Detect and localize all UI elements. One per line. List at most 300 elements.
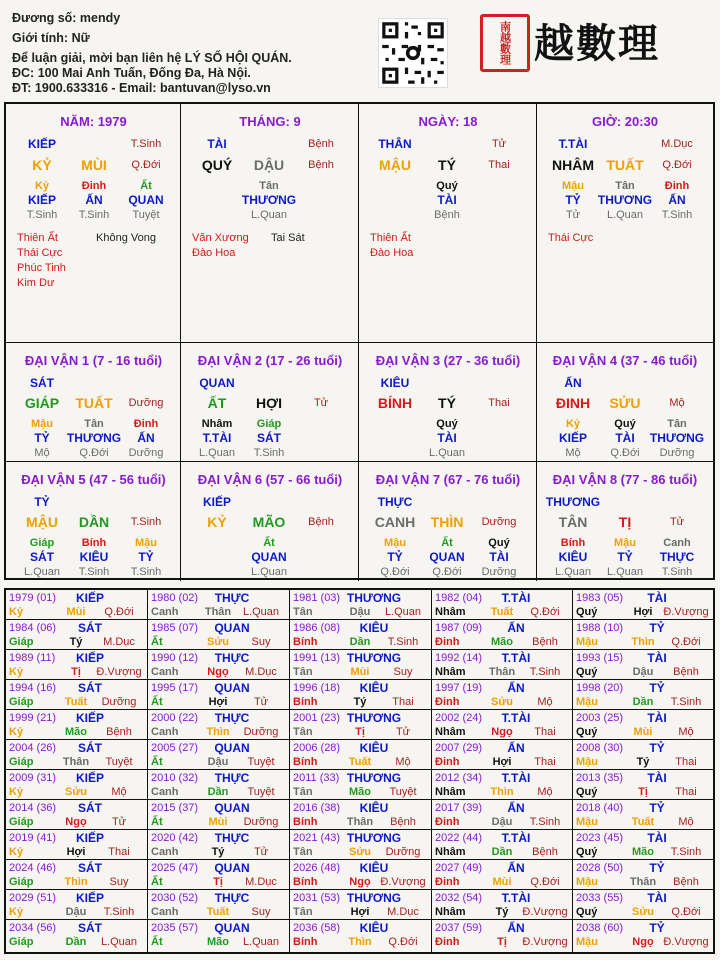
year-cell bbox=[6, 620, 148, 650]
seal-stamp: 南越數理 bbox=[480, 14, 530, 72]
year-cell bbox=[6, 680, 148, 710]
year-god: TỶ bbox=[649, 801, 665, 815]
pillar-stage: Bệnh bbox=[308, 138, 334, 150]
dai-van-stage: Mộ bbox=[669, 397, 685, 409]
dai-van-can: CANH bbox=[374, 514, 416, 530]
year-label: 1979 (01) bbox=[9, 592, 57, 604]
dai-van-title: ĐẠI VẬN 8 (77 - 86 tuổi) bbox=[552, 472, 698, 487]
pillar-star: Kim Dư bbox=[17, 277, 55, 289]
year-god: TÀI bbox=[647, 831, 667, 845]
year-can: Ất bbox=[151, 936, 163, 948]
year-label: 1996 (18) bbox=[293, 682, 341, 694]
header-line-address: ĐC: 100 Mai Anh Tuấn, Đống Đa, Hà Nội. bbox=[12, 66, 251, 80]
year-stage: Đ.Vượng bbox=[663, 936, 709, 948]
year-god: ẤN bbox=[507, 921, 525, 935]
hidden-stage: T.Sinh bbox=[661, 566, 693, 578]
pillar-star: Đào Hoa bbox=[192, 247, 236, 259]
hidden-god: ẤN bbox=[85, 193, 103, 207]
dai-van-cell bbox=[6, 343, 181, 462]
hidden-stem: Đinh bbox=[81, 180, 107, 192]
year-chi: Tuất bbox=[490, 606, 514, 618]
year-can: Canh bbox=[151, 726, 179, 738]
year-stage: Đ.Vượng bbox=[522, 936, 568, 948]
year-can: Quý bbox=[576, 846, 598, 858]
year-can: Quý bbox=[576, 726, 598, 738]
hidden-stem: Quý bbox=[614, 418, 636, 430]
year-label: 2007 (29) bbox=[435, 742, 483, 754]
dai-van-title: ĐẠI VẬN 5 (47 - 56 tuổi) bbox=[21, 472, 166, 487]
year-god: ẤN bbox=[507, 861, 525, 875]
year-chi: Thân bbox=[62, 756, 90, 768]
year-chi: Tuất bbox=[206, 906, 230, 918]
year-cell bbox=[573, 890, 713, 920]
year-can: Tân bbox=[293, 606, 313, 618]
pillar-star: Thái Cực bbox=[17, 247, 63, 259]
year-can: Đinh bbox=[435, 696, 460, 708]
year-god: KIẾP bbox=[75, 831, 105, 845]
year-stage: Đ.Vượng bbox=[663, 606, 709, 618]
year-cell bbox=[432, 770, 573, 800]
year-stage: Tuyệt bbox=[247, 786, 275, 798]
hidden-god: TÀI bbox=[489, 550, 509, 564]
year-stage: Đ.Vượng bbox=[522, 906, 568, 918]
year-god: TÀI bbox=[647, 651, 667, 665]
hidden-stem: Giáp bbox=[29, 537, 55, 549]
year-stage: M.Dục bbox=[103, 636, 135, 648]
year-label: 2010 (32) bbox=[151, 772, 199, 784]
year-chi: Ngọ bbox=[632, 936, 654, 948]
year-stage: Bệnh bbox=[673, 876, 699, 888]
year-stage: Mộ bbox=[111, 786, 127, 798]
year-cell bbox=[148, 650, 290, 680]
year-can: Ất bbox=[151, 636, 163, 648]
year-chi: Mùi bbox=[66, 606, 86, 618]
year-can: Giáp bbox=[9, 636, 34, 648]
year-stage: Q.Đới bbox=[530, 606, 560, 618]
year-stage: L.Quan bbox=[100, 936, 138, 948]
pillar-title: GIỜ: 20:30 bbox=[591, 114, 659, 129]
dai-van-stage: Bệnh bbox=[308, 516, 334, 528]
year-can: Mậu bbox=[576, 936, 598, 948]
dai-van-stage: Dưỡng bbox=[128, 397, 164, 409]
annual-years-grid bbox=[4, 588, 715, 954]
hidden-stage: Tử bbox=[565, 209, 581, 221]
hidden-stem: Đinh bbox=[133, 418, 159, 430]
year-cell bbox=[148, 770, 290, 800]
hidden-god: ẤN bbox=[668, 193, 686, 207]
hidden-stage: Q.Đới bbox=[79, 447, 109, 459]
year-chi: Tuất bbox=[348, 756, 372, 768]
year-chi: Hợi bbox=[350, 906, 370, 918]
hidden-stage: L.Quan bbox=[428, 447, 466, 459]
year-cell bbox=[573, 770, 713, 800]
hidden-stem: Tân bbox=[615, 180, 635, 192]
year-label: 2016 (38) bbox=[293, 802, 341, 814]
year-label: 2037 (59) bbox=[435, 922, 483, 934]
hidden-stage: L.Quan bbox=[606, 209, 644, 221]
year-cell bbox=[148, 620, 290, 650]
year-god: TỶ bbox=[649, 681, 665, 695]
hidden-stem: Quý bbox=[436, 180, 458, 192]
year-god: QUAN bbox=[214, 921, 250, 935]
year-cell bbox=[290, 740, 432, 770]
pillar-stage-2: Bệnh bbox=[308, 159, 334, 171]
year-chi: Dậu bbox=[491, 816, 513, 828]
year-cell bbox=[6, 800, 148, 830]
year-chi: Mão bbox=[349, 786, 371, 798]
year-stage: L.Quan bbox=[242, 936, 280, 948]
year-cell bbox=[432, 890, 573, 920]
year-stage: Suy bbox=[393, 666, 413, 678]
pillar-chi: TUẤT bbox=[606, 157, 644, 173]
year-label: 2033 (55) bbox=[576, 892, 624, 904]
year-stage: L.Quan bbox=[384, 606, 422, 618]
year-chi: Ngọ bbox=[207, 666, 229, 678]
dai-van-cell bbox=[359, 343, 537, 462]
year-label: 1990 (12) bbox=[151, 652, 199, 664]
year-stage: Dưỡng bbox=[101, 696, 137, 708]
dai-van-god: ẤN bbox=[564, 376, 582, 390]
pillar-cell bbox=[181, 104, 359, 343]
year-stage: L.Quan bbox=[242, 606, 280, 618]
year-can: Đinh bbox=[435, 816, 460, 828]
year-can: Bính bbox=[293, 816, 318, 828]
year-cell bbox=[6, 710, 148, 740]
year-cell bbox=[148, 920, 290, 952]
year-stage: Thai bbox=[392, 696, 414, 708]
pillar-star: Thiên Ất bbox=[17, 232, 58, 244]
year-chi: Dậu bbox=[65, 906, 87, 918]
hidden-stem: Giáp bbox=[256, 418, 282, 430]
dai-van-title: ĐẠI VẬN 6 (57 - 66 tuổi) bbox=[197, 472, 343, 487]
year-chi: Tý bbox=[69, 636, 83, 648]
hidden-stem: Bính bbox=[560, 537, 586, 549]
year-stage: Bệnh bbox=[532, 846, 558, 858]
year-chi: Thìn bbox=[490, 786, 514, 798]
year-chi: Sửu bbox=[490, 696, 514, 708]
pillar-star: Đào Hoa bbox=[370, 247, 414, 259]
year-label: 1993 (15) bbox=[576, 652, 624, 664]
hidden-stem: Tân bbox=[84, 418, 104, 430]
hidden-stage: L.Quan bbox=[606, 566, 644, 578]
year-can: Giáp bbox=[9, 936, 34, 948]
year-label: 2027 (49) bbox=[435, 862, 483, 874]
dai-van-god: TỶ bbox=[34, 495, 50, 509]
hidden-stage: Bệnh bbox=[434, 209, 460, 221]
year-stage: Dưỡng bbox=[243, 726, 279, 738]
pillar-can: NHÂM bbox=[552, 157, 594, 173]
year-chi: Tị bbox=[71, 666, 81, 678]
year-cell bbox=[148, 830, 290, 860]
year-stage: T.Sinh bbox=[529, 816, 561, 828]
year-cell bbox=[290, 890, 432, 920]
year-god: KIẾP bbox=[75, 591, 105, 605]
year-cell bbox=[290, 680, 432, 710]
year-stage: Thai bbox=[675, 786, 697, 798]
year-chi: Tị bbox=[497, 936, 507, 948]
year-label: 2015 (37) bbox=[151, 802, 199, 814]
year-cell bbox=[573, 680, 713, 710]
dai-van-stage: Tử bbox=[313, 397, 329, 409]
dai-van-chi: HỢI bbox=[256, 395, 282, 411]
year-can: Quý bbox=[576, 906, 598, 918]
year-god: KIÊU bbox=[359, 921, 389, 935]
year-can: Quý bbox=[576, 606, 598, 618]
year-stage: Q.Đới bbox=[104, 606, 134, 618]
year-god: TỶ bbox=[649, 741, 665, 755]
year-label: 1981 (03) bbox=[293, 592, 341, 604]
hidden-stage: L.Quan bbox=[250, 566, 288, 578]
year-god: THƯƠNG bbox=[346, 771, 402, 785]
year-can: Nhâm bbox=[435, 606, 466, 618]
year-chi: Hợi bbox=[633, 606, 653, 618]
pillar-stage: T.Sinh bbox=[130, 138, 162, 150]
year-stage: Mộ bbox=[678, 816, 694, 828]
year-stage: Thai bbox=[534, 756, 556, 768]
year-cell bbox=[573, 800, 713, 830]
dai-van-cell bbox=[6, 462, 181, 581]
year-god: SÁT bbox=[78, 801, 102, 815]
year-stage: Suy bbox=[251, 906, 271, 918]
year-stage: Tuyệt bbox=[247, 756, 275, 768]
year-cell bbox=[290, 770, 432, 800]
year-cell bbox=[6, 650, 148, 680]
pillar-stage-2: Thai bbox=[488, 159, 510, 171]
year-chi: Dần bbox=[349, 636, 371, 648]
hidden-stage: Dưỡng bbox=[128, 447, 164, 459]
header bbox=[0, 0, 720, 102]
year-stage: Dưỡng bbox=[243, 816, 279, 828]
year-god: T.TÀI bbox=[501, 831, 531, 845]
year-chi: Mão bbox=[491, 636, 513, 648]
hidden-god: QUAN bbox=[429, 550, 465, 564]
year-can: Bính bbox=[293, 696, 318, 708]
dai-van-can: ĐINH bbox=[555, 395, 591, 411]
year-cell bbox=[432, 800, 573, 830]
year-can: Mậu bbox=[576, 756, 598, 768]
year-label: 1991 (13) bbox=[293, 652, 341, 664]
year-can: Giáp bbox=[9, 696, 34, 708]
hidden-stage: L.Quan bbox=[554, 566, 592, 578]
pillar-chi: MÙI bbox=[81, 157, 107, 173]
year-god: KIÊU bbox=[359, 801, 389, 815]
year-can: Kỷ bbox=[9, 726, 24, 738]
year-god: KIẾP bbox=[75, 771, 105, 785]
year-cell bbox=[432, 650, 573, 680]
year-chi: Hợi bbox=[66, 846, 86, 858]
year-cell bbox=[6, 890, 148, 920]
hidden-god: QUAN bbox=[251, 550, 287, 564]
dai-van-can: ẤT bbox=[207, 395, 227, 411]
year-stage: T.Sinh bbox=[103, 906, 135, 918]
year-can: Bính bbox=[293, 936, 318, 948]
year-label: 1980 (02) bbox=[151, 592, 199, 604]
year-stage: Bệnh bbox=[106, 726, 132, 738]
year-chi: Tuất bbox=[64, 696, 88, 708]
hidden-stage: T.Sinh bbox=[26, 209, 58, 221]
year-label: 2004 (26) bbox=[9, 742, 57, 754]
year-label: 2005 (27) bbox=[151, 742, 199, 754]
year-label: 2011 (33) bbox=[293, 772, 340, 784]
dai-van-can: BÍNH bbox=[377, 395, 413, 411]
dai-van-title: ĐẠI VẬN 3 (27 - 36 tuổi) bbox=[375, 353, 521, 368]
year-can: Nhâm bbox=[435, 906, 466, 918]
pillar-star: Phúc Tinh bbox=[17, 262, 66, 274]
hidden-god: TỶ bbox=[565, 193, 581, 207]
year-label: 2020 (42) bbox=[151, 832, 199, 844]
hidden-stem: Mậu bbox=[562, 180, 584, 192]
hidden-stem: Tân bbox=[259, 180, 279, 192]
year-can: Tân bbox=[293, 786, 313, 798]
year-can: Đinh bbox=[435, 876, 460, 888]
year-cell bbox=[6, 920, 148, 952]
pillar-stage: M.Dục bbox=[661, 138, 693, 150]
dai-van-chi: DẦN bbox=[78, 514, 110, 530]
year-god: T.TÀI bbox=[501, 771, 531, 785]
hidden-god: QUAN bbox=[128, 193, 164, 207]
dai-van-title: ĐẠI VẬN 7 (67 - 76 tuổi) bbox=[375, 472, 521, 487]
year-label: 1987 (09) bbox=[435, 622, 483, 634]
hidden-god: KIÊU bbox=[558, 550, 588, 564]
year-can: Canh bbox=[151, 606, 179, 618]
year-chi: Mão bbox=[65, 726, 87, 738]
hidden-god: TÀI bbox=[437, 193, 457, 207]
year-god: KIẾP bbox=[75, 891, 105, 905]
year-cell bbox=[290, 710, 432, 740]
year-god: QUAN bbox=[214, 681, 250, 695]
year-cell bbox=[432, 710, 573, 740]
year-god: THỰC bbox=[214, 651, 250, 665]
year-can: Mậu bbox=[576, 696, 598, 708]
hidden-stem: Nhâm bbox=[201, 418, 233, 430]
year-god: SÁT bbox=[78, 741, 102, 755]
year-chi: Ngọ bbox=[349, 876, 371, 888]
year-stage: Q.Đới bbox=[530, 876, 560, 888]
year-god: TÀI bbox=[647, 891, 667, 905]
hidden-stage: L.Quan bbox=[198, 447, 236, 459]
year-label: 2038 (60) bbox=[576, 922, 624, 934]
dai-van-cell bbox=[181, 343, 359, 462]
year-stage: Thai bbox=[675, 756, 697, 768]
dai-van-title: ĐẠI VẬN 4 (37 - 46 tuổi) bbox=[552, 353, 698, 368]
pillar-star: Văn Xương bbox=[192, 232, 249, 244]
year-cell bbox=[148, 860, 290, 890]
year-can: Kỷ bbox=[9, 846, 24, 858]
year-cell bbox=[432, 620, 573, 650]
year-god: TỶ bbox=[649, 921, 665, 935]
year-god: THỰC bbox=[214, 831, 250, 845]
year-can: Canh bbox=[151, 786, 179, 798]
dai-van-god: THỰC bbox=[377, 495, 413, 509]
year-chi: Thìn bbox=[631, 636, 655, 648]
year-stage: Thai bbox=[534, 726, 556, 738]
hidden-stem: Mậu bbox=[31, 418, 53, 430]
year-god: QUAN bbox=[214, 741, 250, 755]
year-label: 2006 (28) bbox=[293, 742, 341, 754]
year-god: QUAN bbox=[214, 861, 250, 875]
year-can: Ất bbox=[151, 756, 163, 768]
year-cell bbox=[573, 920, 713, 952]
year-god: T.TÀI bbox=[501, 591, 531, 605]
year-label: 2025 (47) bbox=[151, 862, 199, 874]
qr-code-icon bbox=[378, 18, 448, 88]
pillar-star: Thái Cực bbox=[548, 232, 594, 244]
year-stage: T.Sinh bbox=[670, 846, 702, 858]
year-label: 2001 (23) bbox=[293, 712, 341, 724]
pillar-god: KIẾP bbox=[27, 137, 57, 151]
dai-van-stage: T.Sinh bbox=[130, 516, 162, 528]
dai-van-cell bbox=[537, 462, 713, 581]
year-chi: Sửu bbox=[348, 846, 372, 858]
year-can: Tân bbox=[293, 666, 313, 678]
year-label: 2029 (51) bbox=[9, 892, 57, 904]
year-chi: Thân bbox=[629, 876, 657, 888]
year-cell bbox=[148, 890, 290, 920]
year-chi: Tị bbox=[355, 726, 365, 738]
year-god: THỰC bbox=[214, 771, 250, 785]
year-label: 1995 (17) bbox=[151, 682, 199, 694]
year-cell bbox=[6, 740, 148, 770]
hidden-god: TỶ bbox=[387, 550, 403, 564]
year-label: 2034 (56) bbox=[9, 922, 57, 934]
year-chi: Dậu bbox=[207, 756, 229, 768]
hidden-stem: Ất bbox=[140, 180, 152, 192]
year-cell bbox=[432, 830, 573, 860]
year-stage: T.Sinh bbox=[670, 696, 702, 708]
dai-van-can: GIÁP bbox=[24, 395, 60, 411]
hidden-stem: Ất bbox=[263, 537, 275, 549]
year-can: Giáp bbox=[9, 876, 34, 888]
year-cell bbox=[573, 590, 713, 620]
year-god: TÀI bbox=[647, 771, 667, 785]
year-chi: Thân bbox=[204, 606, 232, 618]
year-label: 1994 (16) bbox=[9, 682, 57, 694]
year-chi: Hợi bbox=[208, 696, 228, 708]
year-cell bbox=[6, 770, 148, 800]
year-stage: Mộ bbox=[537, 786, 553, 798]
hidden-stage: L.Quan bbox=[250, 209, 288, 221]
year-god: THƯƠNG bbox=[346, 711, 402, 725]
hidden-stem: Mậu bbox=[135, 537, 157, 549]
year-chi: Mùi bbox=[208, 816, 228, 828]
year-chi: Tý bbox=[353, 696, 367, 708]
hidden-god: KIẾP bbox=[558, 431, 588, 445]
year-stage: T.Sinh bbox=[529, 666, 561, 678]
year-god: KIÊU bbox=[359, 681, 389, 695]
year-stage: Tử bbox=[111, 816, 127, 828]
hidden-stem: Quý bbox=[436, 418, 458, 430]
dai-van-can: MẬU bbox=[26, 514, 58, 530]
year-stage: Bệnh bbox=[390, 816, 416, 828]
year-label: 1989 (11) bbox=[9, 652, 56, 664]
year-chi: Mùi bbox=[633, 726, 653, 738]
year-label: 2032 (54) bbox=[435, 892, 483, 904]
dai-van-title: ĐẠI VẬN 1 (7 - 16 tuổi) bbox=[24, 353, 163, 368]
year-stage: T.Sinh bbox=[387, 636, 419, 648]
year-can: Canh bbox=[151, 846, 179, 858]
year-stage: Tử bbox=[253, 696, 269, 708]
year-chi: Thân bbox=[346, 816, 374, 828]
hidden-stage: Dưỡng bbox=[659, 447, 695, 459]
dai-van-title: ĐẠI VẬN 2 (17 - 26 tuổi) bbox=[197, 353, 343, 368]
year-label: 2019 (41) bbox=[9, 832, 57, 844]
year-chi: Tý bbox=[495, 906, 509, 918]
year-can: Mậu bbox=[576, 636, 598, 648]
hidden-stem: Mậu bbox=[384, 537, 406, 549]
year-stage: Suy bbox=[251, 636, 271, 648]
pillar-god: TÀI bbox=[207, 137, 227, 151]
year-god: THƯƠNG bbox=[346, 651, 402, 665]
